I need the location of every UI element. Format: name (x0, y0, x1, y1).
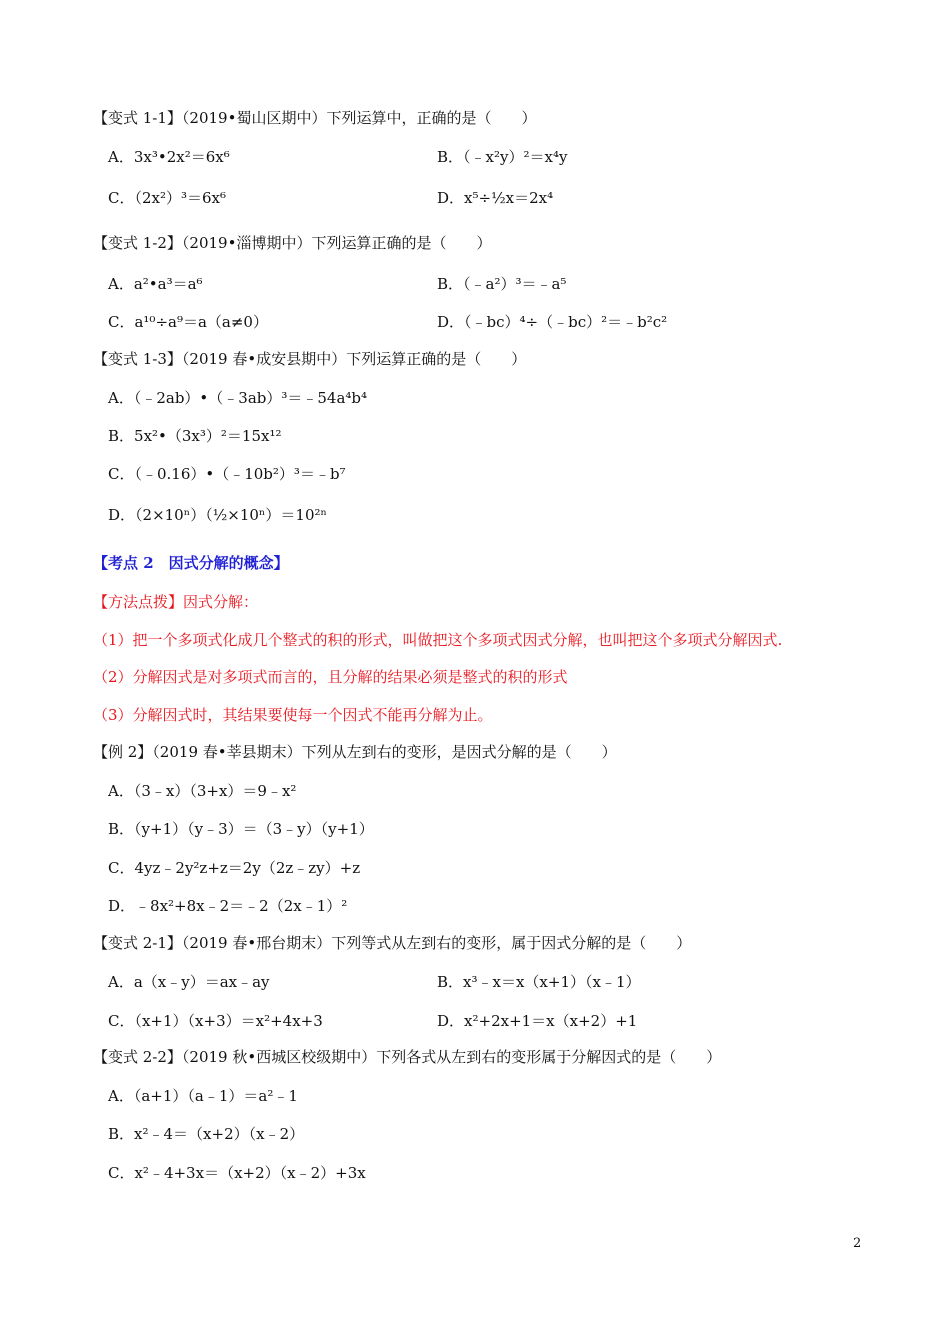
method-note: （2）分解因式是对多项式而言的，且分解的结果必须是整式的积的形式 (93, 668, 568, 686)
answer-option: D．x⁵÷½x＝2x⁴ (437, 189, 554, 207)
answer-option: A．（﹣2ab）•（﹣3ab）³＝﹣54a⁴b⁴ (108, 389, 368, 407)
answer-option: C．（x+1）（x+3）＝x²+4x+3 (108, 1012, 323, 1030)
answer-option: D．x²+2x+1＝x（x+2）+1 (437, 1012, 638, 1030)
answer-option: A．（a+1）（a﹣1）＝a²﹣1 (108, 1087, 298, 1105)
method-note: （1）把一个多项式化成几个整式的积的形式，叫做把这个多项式因式分解，也叫把这个多项式分解因式. (93, 631, 783, 649)
answer-option: C．（﹣0.16）•（﹣10b²）³＝﹣b⁷ (108, 465, 346, 483)
page-number: 2 (853, 1236, 862, 1251)
answer-option: A．a（x﹣y）＝ax﹣ay (108, 973, 270, 991)
question-line: 【例 2】（2019 春•莘县期末）下列从左到右的变形，是因式分解的是（ ） (93, 743, 617, 761)
answer-option: A．a²•a³＝a⁶ (108, 275, 203, 293)
answer-option: B．（﹣a²）³＝﹣a⁵ (437, 275, 567, 293)
answer-option: C．a¹⁰÷a⁹＝a（a≠0） (108, 313, 268, 331)
section-heading: 【考点 2 因式分解的概念】 (93, 554, 289, 572)
question-line: 【变式 2-1】（2019 春•邢台期末）下列等式从左到右的变形，属于因式分解的是（ ） (93, 934, 692, 952)
question-line: 【变式 1-3】（2019 春•成安县期中）下列运算正确的是（ ） (93, 350, 527, 368)
answer-option: D．﹣8x²+8x﹣2＝﹣2（2x﹣1）² (108, 897, 348, 915)
method-note: 【方法点拨】因式分解： (93, 593, 259, 611)
question-line: 【变式 1-2】（2019•淄博期中）下列运算正确的是（ ） (93, 234, 492, 252)
answer-option: B．x³﹣x＝x（x+1）（x﹣1） (437, 973, 641, 991)
answer-option: D．（2×10ⁿ）（½×10ⁿ）＝10²ⁿ (108, 506, 327, 524)
question-line: 【变式 2-2】（2019 秋•西城区校级期中）下列各式从左到右的变形属于分解因式的是（ ） (93, 1048, 722, 1066)
answer-option: B．x²﹣4＝（x+2）（x﹣2） (108, 1125, 305, 1143)
answer-option: C．x²﹣4+3x＝（x+2）（x﹣2）+3x (108, 1164, 366, 1182)
question-line: 【变式 1-1】（2019•蜀山区期中）下列运算中，正确的是（ ） (93, 109, 537, 127)
answer-option: A．（3﹣x）（3+x）＝9﹣x² (108, 782, 297, 800)
answer-option: D．（﹣bc）⁴÷（﹣bc）²＝﹣b²c² (437, 313, 668, 331)
method-note: （3）分解因式时，其结果要使每一个因式不能再分解为止。 (93, 706, 493, 724)
answer-option: B．（﹣x²y）²＝x⁴y (437, 148, 568, 166)
answer-option: B．5x²•（3x³）²＝15x¹² (108, 427, 282, 445)
answer-option: C．（2x²）³＝6x⁶ (108, 189, 227, 207)
answer-option: A．3x³•2x²＝6x⁶ (108, 148, 230, 166)
answer-option: C．4yz﹣2y²z+z＝2y（2z﹣zy）+z (108, 859, 361, 877)
answer-option: B．（y+1）（y﹣3）＝（3﹣y）（y+1） (108, 820, 374, 838)
